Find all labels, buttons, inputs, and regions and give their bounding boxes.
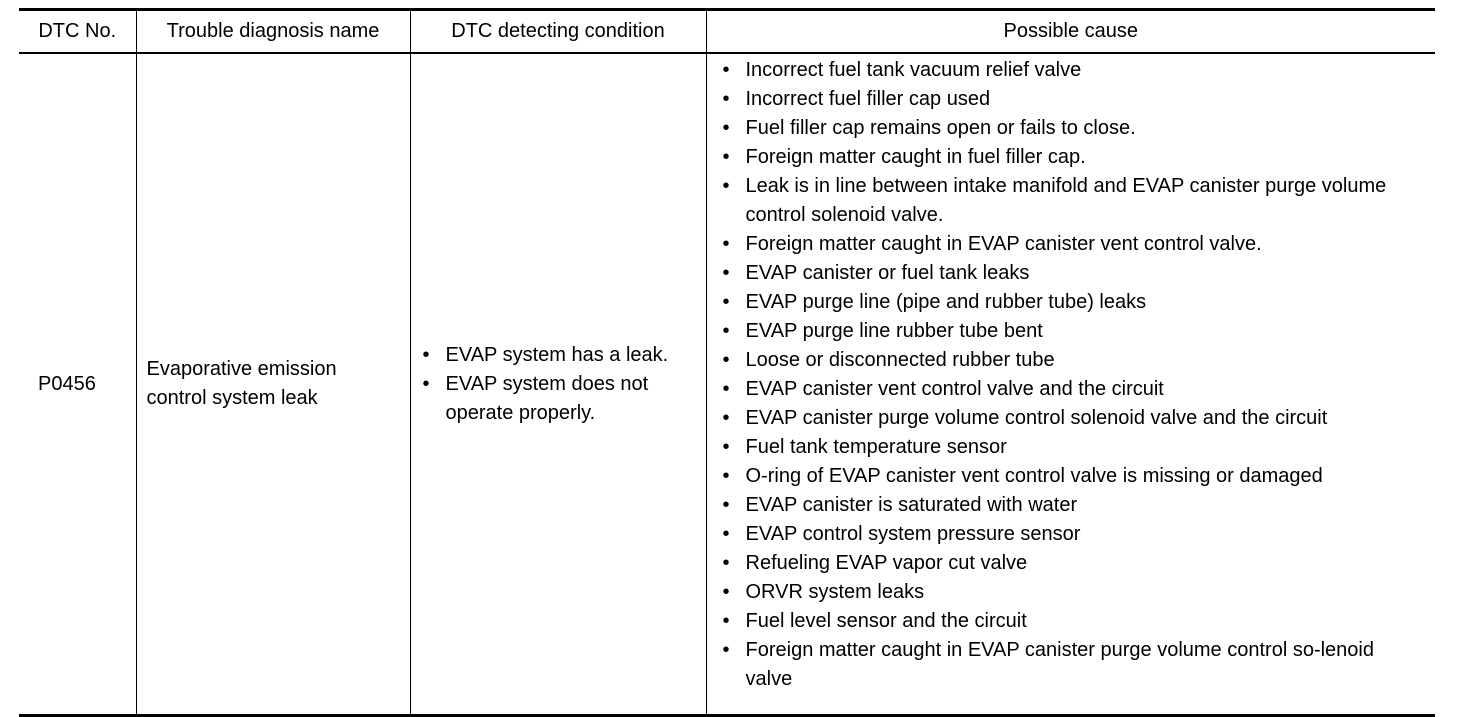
cause-item-text: EVAP purge line rubber tube bent [745,320,1043,342]
cause-item-text: EVAP canister vent control valve and the circuit [745,378,1164,400]
cause-item-text: EVAP canister is saturated with water [745,494,1078,516]
cause-item-text: Fuel tank temperature sensor [745,436,1007,458]
bullet-icon: • [422,372,430,395]
cause-item [721,143,1426,172]
bullet-icon: • [722,494,730,516]
bullet-icon: • [722,378,730,400]
condition-item [421,341,696,370]
cause-item [721,346,1426,375]
bullet-icon: • [722,262,730,284]
bullet-icon: • [722,639,730,661]
cause-item-text: Loose or disconnected rubber tube [745,349,1055,371]
cause-item-text: Leak is in line between intake manifold and EVAP canister purge volume control solenoid valve. [745,175,1387,226]
cause-item [721,433,1426,462]
cause-item [721,114,1426,143]
header-row [19,10,1435,54]
cause-item-text: Foreign matter caught in fuel filler cap. [745,146,1086,168]
cause-item [721,317,1426,346]
table-header [19,10,1435,54]
bullet-icon: • [722,117,730,139]
table-body [19,53,1435,716]
bullet-icon: • [722,523,730,545]
header-possible-cause: Possible cause [706,10,1435,54]
cause-item-text: EVAP control system pressure sensor [745,523,1081,545]
cause-item [721,85,1426,114]
table-row [19,53,1435,716]
bullet-icon: • [722,349,730,371]
header-detecting-condition: DTC detecting condition [410,10,706,54]
cell-dtc-no [19,53,136,716]
bullet-icon: • [722,146,730,168]
cell-diagnosis-name [136,53,410,716]
header-dtc-no: DTC No. [19,10,136,54]
dtc-code: P0456 [38,372,96,395]
cause-item [721,578,1426,607]
cause-item [721,462,1426,491]
cause-item [721,172,1426,230]
cause-item [721,375,1426,404]
cell-possible-cause [706,53,1435,716]
condition-item [421,370,696,428]
bullet-icon: • [722,552,730,574]
cause-item-text: Foreign matter caught in EVAP canister vent control valve. [745,233,1262,255]
cause-item [721,549,1426,578]
bullet-icon: • [722,291,730,313]
condition-item-text: EVAP system has a leak. [445,343,669,366]
bullet-icon: • [722,610,730,632]
bullet-icon: • [722,320,730,342]
bullet-icon: • [722,59,730,81]
bullet-icon: • [722,407,730,429]
cause-item-text: ORVR system leaks [745,581,925,603]
bullet-icon: • [422,343,430,366]
cause-item [721,230,1426,259]
diagnosis-name-line: control system leak [146,387,318,409]
cause-item-text: Incorrect fuel tank vacuum relief valve [745,59,1082,81]
cause-item [721,636,1426,694]
bullet-icon: • [722,233,730,255]
cause-item-text: Fuel filler cap remains open or fails to close. [745,117,1136,139]
cause-item-text: Refueling EVAP vapor cut valve [745,552,1028,574]
condition-item-text: EVAP system does not operate properly. [445,372,649,424]
cause-item [721,607,1426,636]
cell-detecting-condition [410,53,706,716]
cause-item-text: Foreign matter caught in EVAP canister purge volume control so-lenoid valve [745,639,1374,690]
dtc-table [19,8,1435,717]
cause-item-text: EVAP purge line (pipe and rubber tube) leaks [745,291,1147,313]
cause-item-text: EVAP canister or fuel tank leaks [745,262,1030,284]
cause-item-text: Fuel level sensor and the circuit [745,610,1027,632]
cause-item [721,56,1426,85]
cause-item [721,491,1426,520]
bullet-icon: • [722,436,730,458]
condition-list [421,341,696,428]
header-diagnosis-name: Trouble diagnosis name [136,10,410,54]
bullet-icon: • [722,88,730,110]
cause-item [721,259,1426,288]
cause-item-text: O-ring of EVAP canister vent control valve is missing or damaged [745,465,1323,487]
cause-item [721,520,1426,549]
cause-item-text: Incorrect fuel filler cap used [745,88,991,110]
bullet-icon: • [722,581,730,603]
diagnosis-name-line: Evaporative emission [146,358,337,380]
cause-list [721,56,1426,694]
bullet-icon: • [722,465,730,487]
cause-item [721,404,1426,433]
cause-item-text: EVAP canister purge volume control solenoid valve and the circuit [745,407,1328,429]
bullet-icon: • [722,175,730,197]
cause-item [721,288,1426,317]
